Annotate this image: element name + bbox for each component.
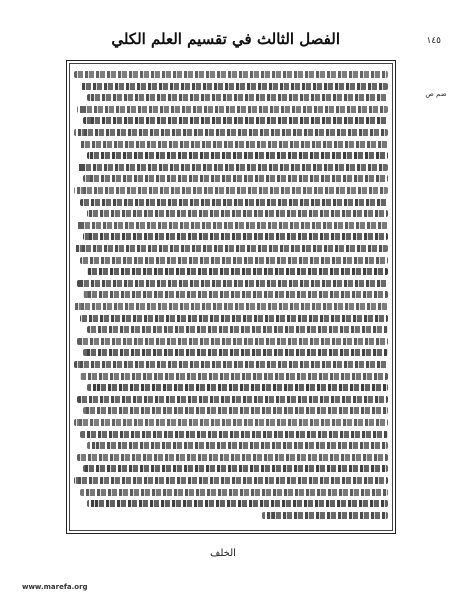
manuscript-line (74, 300, 388, 312)
handwritten-text-stroke (80, 141, 388, 148)
handwritten-text-stroke (83, 233, 388, 240)
manuscript-line (74, 381, 388, 393)
handwritten-text-stroke (262, 512, 388, 519)
handwritten-text-stroke (83, 117, 388, 124)
handwritten-text-stroke (87, 500, 388, 507)
handwritten-text-stroke (80, 373, 388, 380)
manuscript-line (74, 462, 388, 474)
manuscript-line (74, 393, 388, 405)
handwritten-text-stroke (80, 315, 388, 322)
manuscript-line (74, 288, 388, 300)
handwritten-text-stroke (80, 83, 388, 90)
handwritten-text-stroke (77, 396, 388, 403)
manuscript-line (74, 474, 388, 486)
manuscript-line (74, 149, 388, 161)
handwritten-text-stroke (74, 245, 388, 252)
handwritten-text-stroke (77, 222, 388, 229)
manuscript-line (74, 172, 388, 184)
manuscript-line (74, 346, 388, 358)
manuscript-line (74, 509, 388, 521)
chapter-heading: الفصل الثالث في تقسيم العلم الكلي (111, 30, 340, 48)
manuscript-line (74, 138, 388, 150)
manuscript-line (74, 428, 388, 440)
handwritten-text-stroke (83, 407, 388, 414)
manuscript-line (74, 219, 388, 231)
handwritten-text-stroke (87, 268, 388, 275)
handwritten-text-stroke (77, 280, 388, 287)
handwritten-text-stroke (87, 210, 388, 217)
handwritten-text-stroke (87, 94, 388, 101)
handwritten-text-stroke (77, 338, 388, 345)
handwritten-text-stroke (77, 454, 388, 461)
manuscript-line (74, 323, 388, 335)
manuscript-line (74, 254, 388, 266)
handwritten-text-stroke (77, 164, 388, 171)
manuscript-line (74, 161, 388, 173)
handwritten-text-stroke (80, 199, 388, 206)
manuscript-line (74, 68, 388, 80)
handwritten-text-stroke (74, 129, 388, 136)
handwritten-text-stroke (77, 106, 388, 113)
manuscript-line (74, 404, 388, 416)
manuscript-line (74, 497, 388, 509)
handwritten-text-stroke (74, 71, 388, 78)
manuscript-line (74, 416, 388, 428)
manuscript-line (74, 277, 388, 289)
manuscript-line (74, 439, 388, 451)
handwritten-text-stroke (87, 442, 388, 449)
handwritten-text-stroke (80, 257, 388, 264)
manuscript-line (74, 242, 388, 254)
manuscript-line (74, 358, 388, 370)
manuscript-line (74, 184, 388, 196)
manuscript-line (74, 207, 388, 219)
text-block (69, 63, 393, 531)
handwritten-text-stroke (87, 384, 388, 391)
text-block-frame (66, 60, 396, 534)
manuscript-line (74, 196, 388, 208)
folio-number: ١٤٥ (426, 36, 441, 46)
handwritten-text-stroke (83, 349, 388, 356)
manuscript-line (74, 80, 388, 92)
handwritten-text-stroke (83, 291, 388, 298)
handwritten-text-stroke (74, 419, 388, 426)
manuscript-line (74, 265, 388, 277)
catchword: الخلف (210, 548, 236, 559)
handwritten-text-stroke (74, 303, 388, 310)
manuscript-line (74, 486, 388, 498)
manuscript-line (74, 230, 388, 242)
manuscript-line (74, 103, 388, 115)
handwritten-text-stroke (83, 175, 388, 182)
manuscript-line (74, 312, 388, 324)
manuscript-line (74, 335, 388, 347)
source-watermark: www.marefa.org (22, 583, 88, 591)
handwritten-text-stroke (74, 187, 388, 194)
manuscript-line (74, 114, 388, 126)
handwritten-text-stroke (83, 465, 388, 472)
handwritten-text-stroke (87, 152, 388, 159)
handwritten-text-stroke (80, 431, 388, 438)
handwritten-text-stroke (87, 326, 388, 333)
handwritten-text-stroke (74, 361, 388, 368)
manuscript-line (74, 126, 388, 138)
handwritten-text-stroke (74, 477, 388, 484)
margin-note: ضم ص (425, 90, 447, 98)
manuscript-line (74, 370, 388, 382)
manuscript-line (74, 451, 388, 463)
handwritten-text-stroke (80, 489, 388, 496)
manuscript-line (74, 91, 388, 103)
